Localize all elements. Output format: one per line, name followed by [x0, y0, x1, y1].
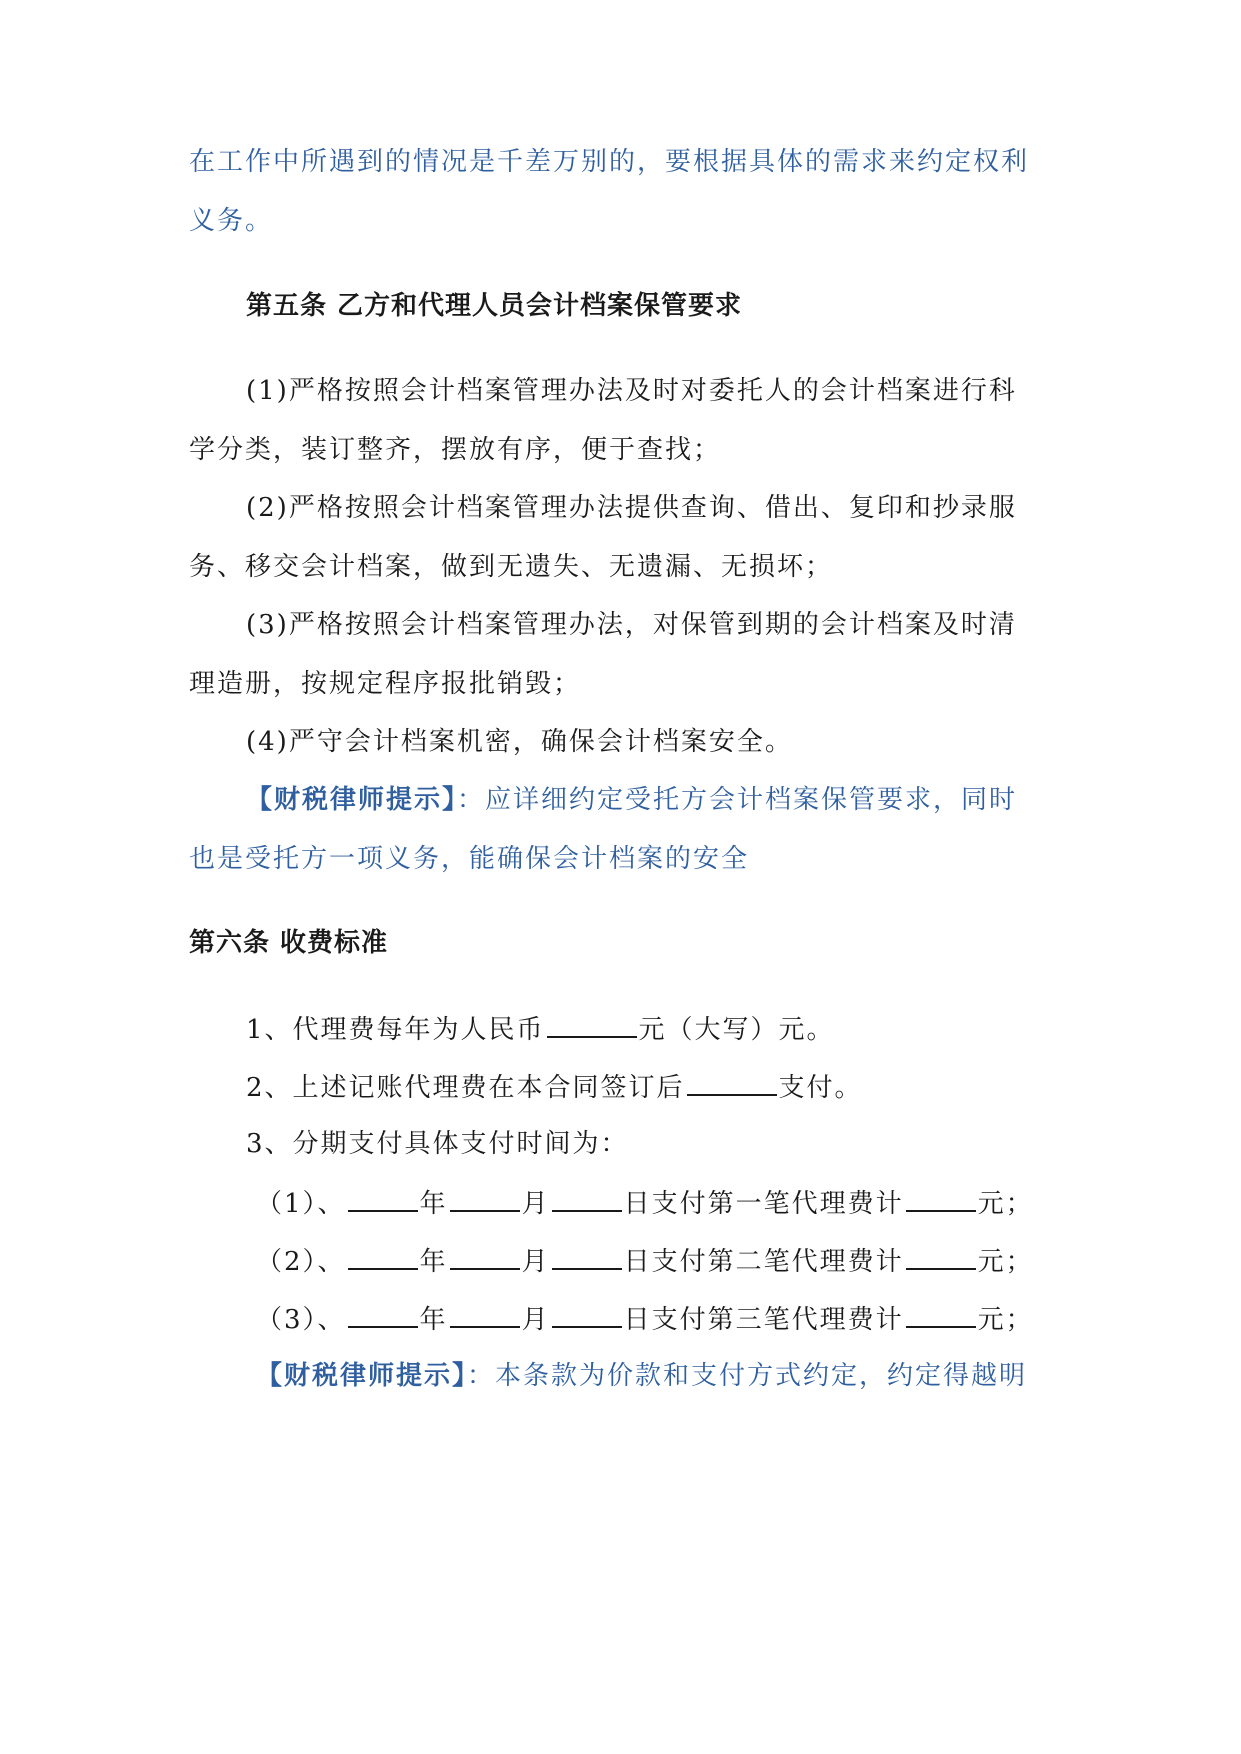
day-blank[interactable]	[552, 1242, 622, 1270]
month-blank[interactable]	[450, 1184, 520, 1212]
installment-number: （2）、	[256, 1247, 346, 1277]
day-text: 日支付第一笔代理费计	[623, 1189, 904, 1219]
fee-line-2-prefix: 2、上述记账代理费在本合同签订后	[246, 1073, 685, 1103]
amount-blank[interactable]	[906, 1184, 976, 1212]
fee-line-2	[246, 1068, 863, 1106]
intro-line-2: 义务。	[189, 206, 274, 236]
year-label: 年	[419, 1189, 448, 1219]
month-blank[interactable]	[450, 1300, 520, 1328]
article-5-item-2-line-1: (2)严格按照会计档案管理办法提供查询、借出、复印和抄录服	[246, 493, 1017, 523]
month-label: 月	[521, 1247, 550, 1277]
article-5-tip-line-2: 也是受托方一项义务，能确保会计档案的安全	[189, 844, 750, 874]
payment-timing-blank[interactable]	[687, 1068, 777, 1096]
month-label: 月	[521, 1189, 550, 1219]
tip-text: ：应详细约定受托方会计档案保管要求，同时	[457, 785, 1018, 815]
fee-line-2-suffix: 支付。	[778, 1073, 863, 1103]
yuan-label: 元；	[977, 1247, 1034, 1277]
year-blank[interactable]	[348, 1184, 418, 1212]
annual-fee-blank[interactable]	[547, 1010, 637, 1038]
article-5-item-2-line-2: 务、移交会计档案，做到无遗失、无遗漏、无损坏；	[189, 552, 834, 582]
day-blank[interactable]	[552, 1184, 622, 1212]
fee-line-1-prefix: 1、代理费每年为人民币	[246, 1015, 545, 1045]
intro-line-1: 在工作中所遇到的情况是千差万别的，要根据具体的需求来约定权利	[189, 147, 1030, 177]
month-blank[interactable]	[450, 1242, 520, 1270]
article-5-tip-line-1	[246, 782, 1017, 818]
fee-line-1	[246, 1010, 835, 1048]
article-5-item-1-line-1: (1)严格按照会计档案管理办法及时对委托人的会计档案进行科	[246, 376, 1017, 406]
yuan-label: 元；	[977, 1189, 1034, 1219]
fee-line-3: 3、分期支付具体支付时间为：	[246, 1129, 629, 1159]
article-5-title: 第五条 乙方和代理人员会计档案保管要求	[246, 291, 743, 321]
article-5-item-3-line-1: (3)严格按照会计档案管理办法，对保管到期的会计档案及时清	[246, 610, 1017, 640]
installment-row	[256, 1300, 1034, 1338]
year-blank[interactable]	[348, 1242, 418, 1270]
tip-label: 【财税律师提示】	[256, 1361, 468, 1391]
tip-label: 【财税律师提示】	[246, 785, 458, 815]
day-blank[interactable]	[552, 1300, 622, 1328]
year-blank[interactable]	[348, 1300, 418, 1328]
tip-text: ：本条款为价款和支付方式约定，约定得越明	[467, 1361, 1028, 1391]
installment-number: （3）、	[256, 1305, 346, 1335]
month-label: 月	[521, 1305, 550, 1335]
year-label: 年	[419, 1305, 448, 1335]
article-6-title: 第六条 收费标准	[189, 928, 389, 958]
installment-number: （1）、	[256, 1189, 346, 1219]
installment-row	[256, 1184, 1034, 1222]
yuan-label: 元；	[977, 1305, 1034, 1335]
amount-blank[interactable]	[906, 1242, 976, 1270]
installment-row	[256, 1242, 1034, 1280]
article-6-tip-line-1	[256, 1358, 1027, 1394]
year-label: 年	[419, 1247, 448, 1277]
day-text: 日支付第三笔代理费计	[623, 1305, 904, 1335]
fee-line-1-suffix: 元（大写）元。	[638, 1015, 835, 1045]
article-5-item-4-line-1: (4)严守会计档案机密，确保会计档案安全。	[246, 727, 793, 757]
article-5-item-3-line-2: 理造册，按规定程序报批销毁；	[189, 669, 582, 699]
day-text: 日支付第二笔代理费计	[623, 1247, 904, 1277]
article-5-item-1-line-2: 学分类，装订整齐，摆放有序，便于查找；	[189, 435, 722, 465]
amount-blank[interactable]	[906, 1300, 976, 1328]
